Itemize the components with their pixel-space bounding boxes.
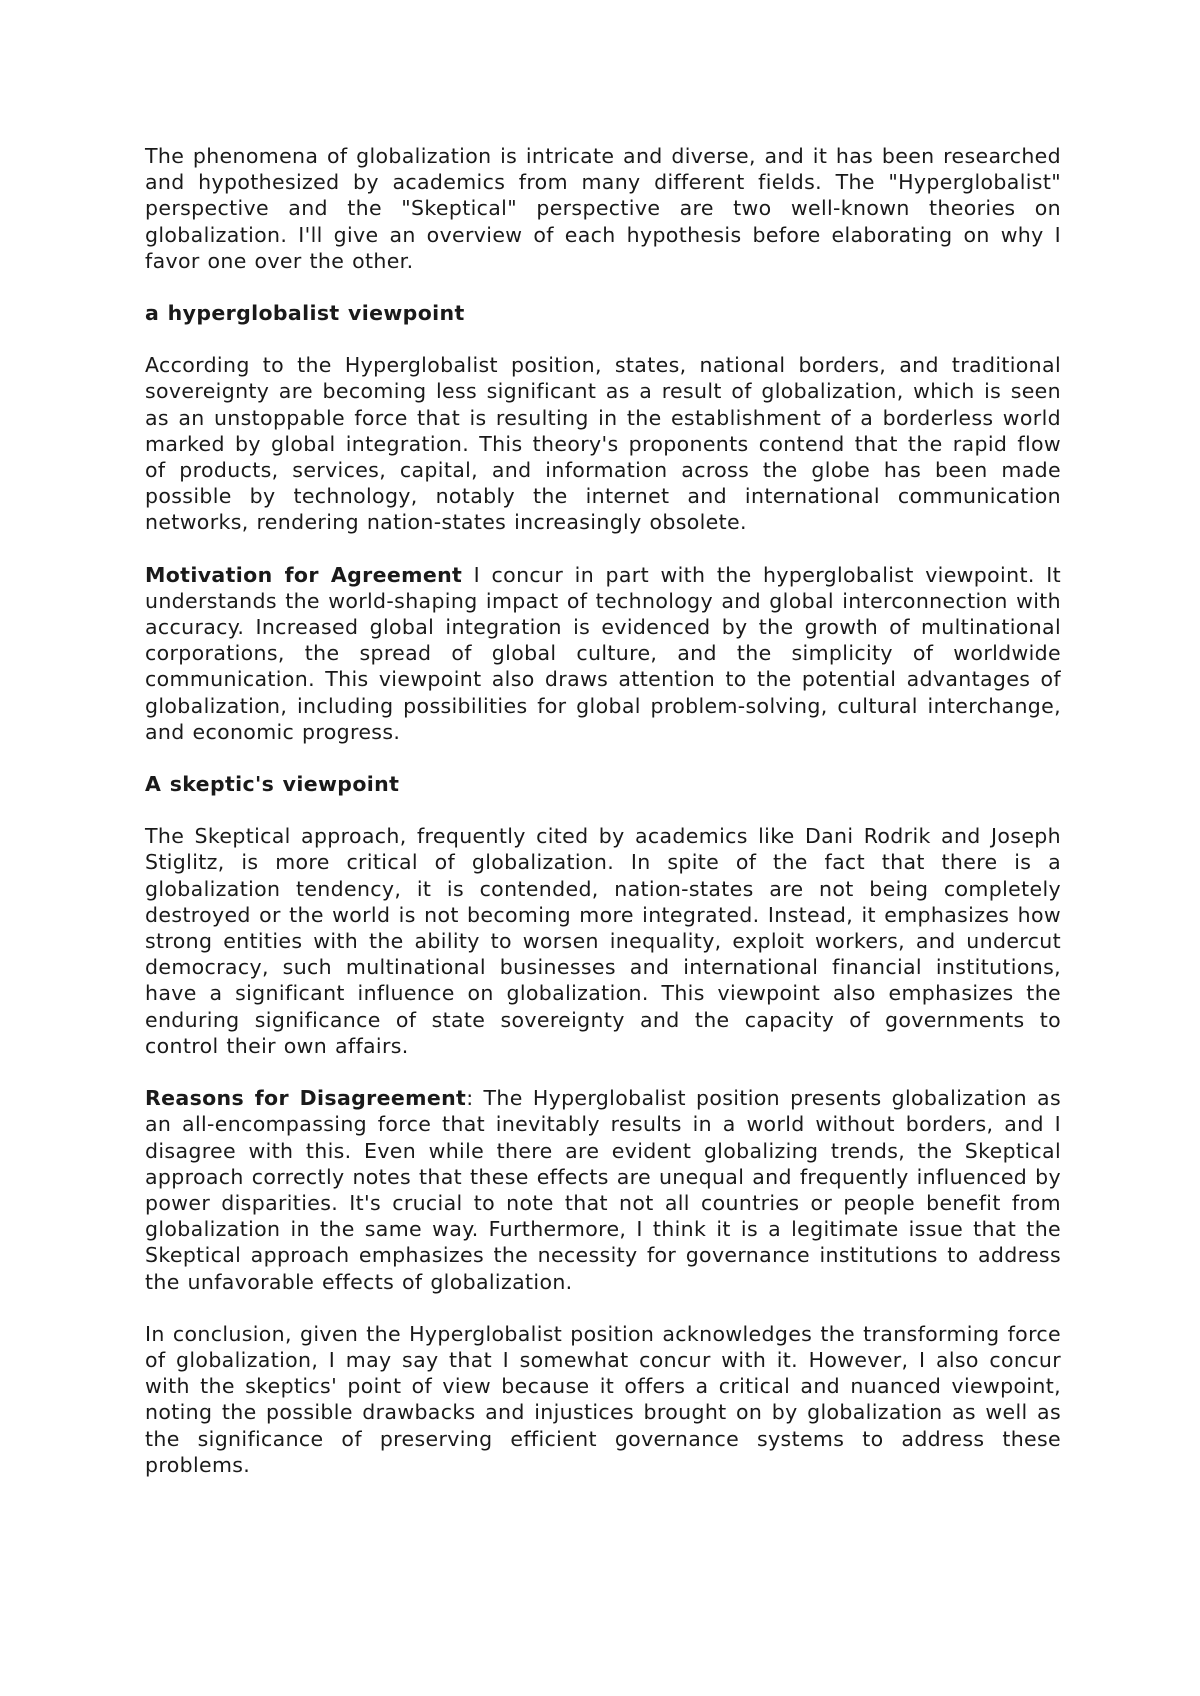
agreement-lead: Motivation for Agreement <box>145 562 463 587</box>
intro-paragraph: The phenomena of globalization is intricate and diverse, and it has been researched and hypothesized by academics from many different fields. The "Hyperglobalist" perspective and the "Skeptical" perspective are two well-known theories on globalization. I'll give an overview of each hypothesis before elaborating on why I favor one over the other. <box>145 144 1061 273</box>
hyperglobalist-paragraph: According to the Hyperglobalist position, states, national borders, and traditional sovereignty are becoming less significant as a result of globalization, which is seen as an unstoppable force that is resulting in the establishment of a borderless world marked by global integration. This theory's proponents contend that the rapid flow of products, services, capital, and information across the globe has been made possible by technology, notably the internet and international communication networks, rendering nation-states increasingly obsolete. <box>145 353 1061 535</box>
skeptic-heading: A skeptic's viewpoint <box>145 772 400 797</box>
disagreement-body: : The Hyperglobalist position presents globalization as an all-encompassing force that inevitably results in a world without borders, and I disagree with this. Even while there are evident globalizing trends, the Skeptical approach correctly notes that these effects are unequal and frequently influenced by power disparities. It's crucial to note that not all countries or people benefit from globalization in the same way. Furthermore, I think it is a legitimate issue that the Skeptical approach emphasizes the necessity for governance institutions to address the unfavorable effects of globalization. <box>145 1086 1061 1294</box>
document-page <box>145 143 1061 1504</box>
disagreement-lead: Reasons for Disagreement <box>145 1086 467 1111</box>
agreement-body: I concur in part with the hyperglobalist viewpoint. It understands the world-shaping impact of technology and global interconnection with accuracy. Increased global integration is evidenced by the growth of multinational corporations, the spread of global culture, and the simplicity of worldwide communication. This viewpoint also draws attention to the potential advantages of globalization, including possibilities for global problem-solving, cultural interchange, and economic progress. <box>145 562 1061 744</box>
skeptic-paragraph: The Skeptical approach, frequently cited by academics like Dani Rodrik and Joseph Stiglitz, is more critical of globalization. In spite of the fact that there is a globalization tendency, it is contended, nation-states are not being completely destroyed or the world is not becoming more integrated. Instead, it emphasizes how strong entities with the ability to worsen inequality, exploit workers, and undercut democracy, such multinational businesses and international financial institutions, have a significant influence on globalization. This viewpoint also emphasizes the enduring significance of state sovereignty and the capacity of governments to control their own affairs. <box>145 824 1061 1058</box>
conclusion-paragraph: In conclusion, given the Hyperglobalist position acknowledges the transforming force of globalization, I may say that I somewhat concur with it. However, I also concur with the skeptics' point of view because it offers a critical and nuanced viewpoint, noting the possible drawbacks and injustices brought on by globalization as well as the significance of preserving efficient governance systems to address these problems. <box>145 1321 1061 1477</box>
agreement-paragraph <box>145 562 1061 745</box>
disagreement-paragraph <box>145 1085 1061 1295</box>
hyperglobalist-heading: a hyperglobalist viewpoint <box>145 301 465 326</box>
